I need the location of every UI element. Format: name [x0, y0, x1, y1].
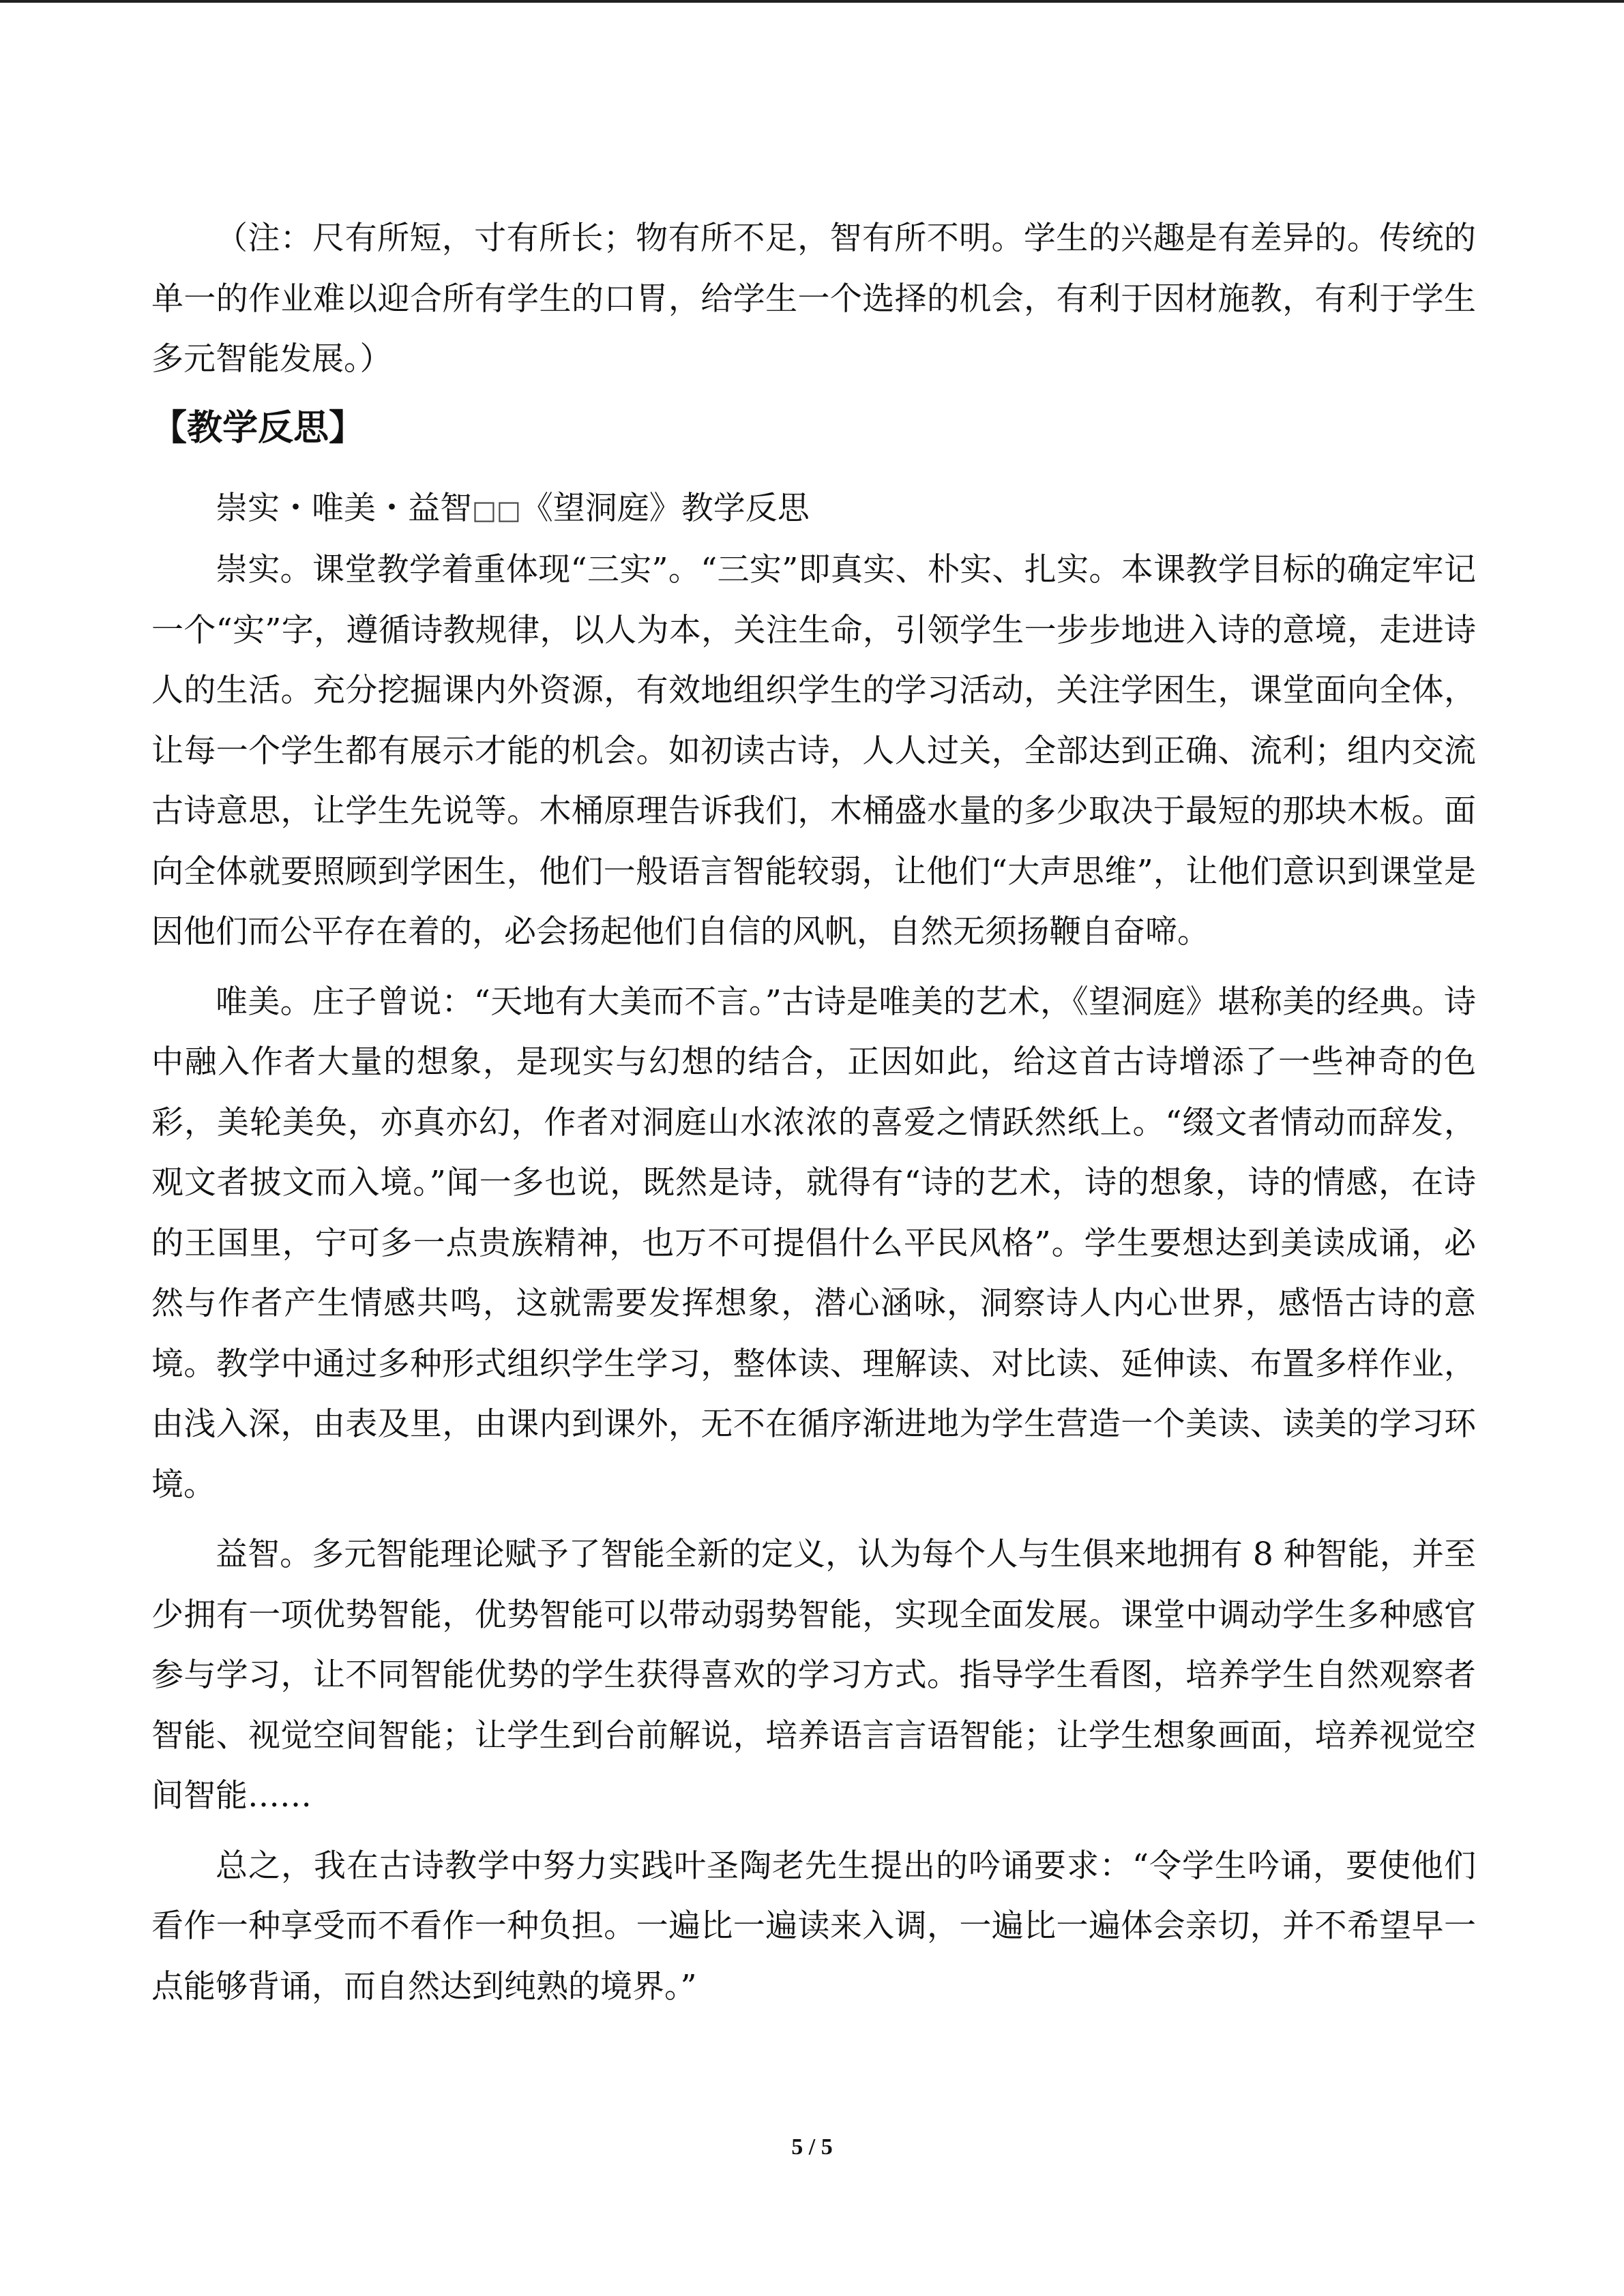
paragraph-yizhi: 益智。多元智能理论赋予了智能全新的定义，认为每个人与生俱来地拥有 8 种智能，并至少拥有一项优势智能，优势智能可以带动弱势智能，实现全面发展。课堂中调动学生多种感官参与学习，让不同智能优势的学生获得喜欢的学习方式。指导学生看图，培养学生自然观察者智能、视觉空间智能；让学生到台前解说，培养语言言语智能；让学生想象画面，培养视觉空间智能…… [151, 1536, 1476, 1815]
paragraph-gap [151, 1515, 1476, 1525]
subtitle-main: 崇实・唯美・益智 [216, 489, 472, 527]
reflection-subtitle [151, 479, 1476, 541]
paragraph-weimei: 唯美。庄子曾说：“天地有大美而不言。”古诗是唯美的艺术，《望洞庭》堪称美的经典。诗中融入作者大量的想象，是现实与幻想的结合，正因如此，给这首古诗增添了一些神奇的色彩，美轮美奂，亦真亦幻，作者对洞庭山水浓浓的喜爱之情跃然纸上。“缀文者情动而辞发，观文者披文而入境。”闻一多也说，既然是诗，就得有“诗的艺术，诗的想象，诗的情感，在诗的王国里，宁可多一点贵族精神，也万不可提倡什么平民风格”。学生要想达到美读成诵，必然与作者产生情感共鸣，这就需要发挥想象，潜心涵咏，洞察诗人内心世界，感悟古诗的意境。教学中通过多种形式组织学生学习，整体读、理解读、对比读、延伸读、布置多样作业，由浅入深，由表及里，由课内到课外，无不在循序渐进地为学生营造一个美读、读美的学习环境。 [151, 983, 1476, 1504]
page-number: 5 / 5 [791, 2134, 833, 2160]
subtitle-missing-glyphs: □□ [472, 494, 521, 525]
note-paragraph: （注：尺有所短，寸有所长；物有所不足，智有所不明。学生的兴趣是有差异的。传统的单一的作业难以迎合所有学生的口胃，给学生一个选择的机会，有利于因材施教，有利于学生多元智能发展。） [151, 220, 1476, 378]
section-heading: 【教学反思】 [151, 407, 365, 449]
paragraph-gap [151, 1827, 1476, 1836]
paragraph-gap [151, 963, 1476, 972]
subtitle-rest: 《望洞庭》教学反思 [520, 489, 810, 527]
top-border-line [0, 0, 1624, 3]
paragraph-zongzhi: 总之，我在古诗教学中努力实践叶圣陶老先生提出的吟诵要求：“令学生吟诵，要使他们看作一种享受而不看作一种负担。一遍比一遍读来入调，一遍比一遍体会亲切，并不希望早一点能够背诵，而自然达到纯熟的境界。” [151, 1847, 1476, 2006]
page-content [151, 209, 1476, 2017]
paragraph-chongshi: 崇实。课堂教学着重体现“三实”。“三实”即真实、朴实、扎实。本课教学目标的确定牢记一个“实”字，遵循诗教规律，以人为本，关注生命，引领学生一步步地进入诗的意境，走进诗人的生活。充分挖掘课内外资源，有效地组织学生的学习活动，关注学困生，课堂面向全体，让每一个学生都有展示才能的机会。如初读古诗，人人过关，全部达到正确、流利；组内交流古诗意思，让学生先说等。木桶原理告诉我们，木桶盛水量的多少取决于最短的那块木板。面向全体就要照顾到学困生，他们一般语言智能较弱，让他们“大声思维”，让他们意识到课堂是因他们而公平存在着的，必会扬起他们自信的风帆，自然无须扬鞭自奋啼。 [151, 551, 1476, 951]
